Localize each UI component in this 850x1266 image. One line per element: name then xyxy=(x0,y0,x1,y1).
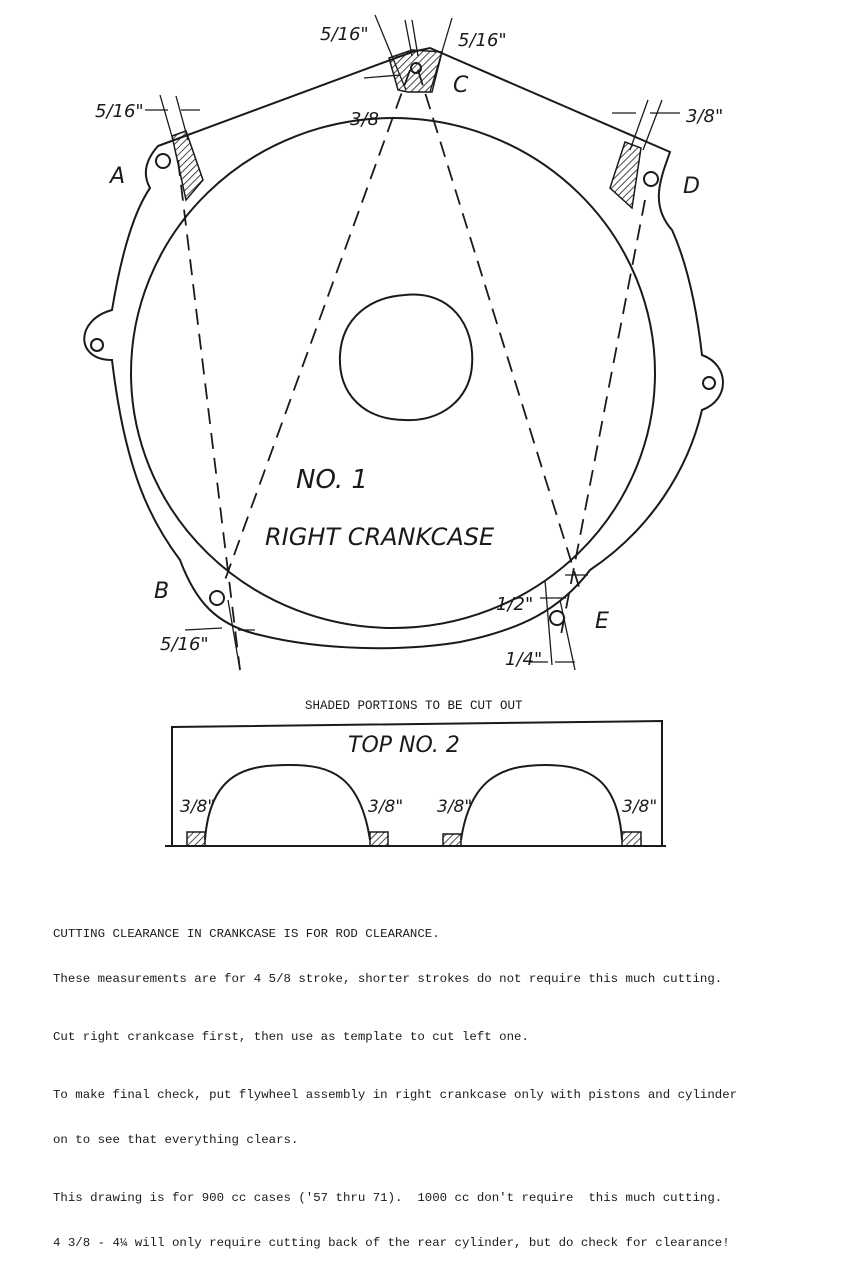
cut-area-top-2 xyxy=(370,832,388,846)
dim-top-3: 3/8" xyxy=(437,797,473,817)
point-label-d: D xyxy=(683,174,700,199)
note-line: To make final check, put flywheel assembly in right crankcase only with pistons and cylinder xyxy=(53,1088,738,1102)
cut-area-top-1 xyxy=(187,832,205,846)
point-label-a: A xyxy=(110,164,126,189)
note-line: on to see that everything clears. xyxy=(53,1133,299,1147)
bolt-hole-e xyxy=(550,611,564,625)
point-label-b: B xyxy=(154,579,170,604)
bolt-hole-b xyxy=(210,591,224,605)
diagram1-title: NO. 1 xyxy=(296,465,368,495)
note-line: This drawing is for 900 cc cases ('57 thru 71). 1000 cc don't require this much cutting. xyxy=(53,1191,723,1205)
shaded-caption: SHADED PORTIONS TO BE CUT OUT xyxy=(305,699,523,713)
dim-c-below: 3/8 xyxy=(350,109,379,130)
cut-area-top-4 xyxy=(622,832,641,846)
dim-top-2: 3/8" xyxy=(368,797,404,817)
point-label-c: C xyxy=(453,73,469,98)
bolt-hole-a xyxy=(156,154,170,168)
dim-e-lower: 1/4" xyxy=(505,649,543,670)
note-heading: CUTTING CLEARANCE IN CRANKCASE IS FOR ROD CLEARANCE. xyxy=(53,927,440,941)
center-bore xyxy=(340,295,472,421)
diagram2-labels xyxy=(180,733,657,817)
dim-b-below: 5/16" xyxy=(160,634,209,655)
note-line: These measurements are for 4 5/8 stroke, shorter strokes do not require this much cutting. xyxy=(53,972,723,986)
dim-top-1: 3/8" xyxy=(180,797,216,817)
cut-area-d xyxy=(610,142,641,208)
diagram1-subtitle: RIGHT CRANKCASE xyxy=(265,523,495,551)
dim-top-4: 3/8" xyxy=(622,797,658,817)
cylinder-arch-front xyxy=(205,765,370,840)
dimension-lines xyxy=(145,15,680,670)
dim-e-upper: 1/2" xyxy=(496,594,534,615)
diagram1-labels xyxy=(95,24,723,670)
cut-area-a xyxy=(172,131,203,200)
dim-d-right: 3/8" xyxy=(686,106,724,127)
note-line: 4 3/8 - 4¼ will only require cutting back of the rear cylinder, but do check for clearance! xyxy=(53,1236,730,1250)
diagram2-title: TOP NO. 2 xyxy=(348,733,460,758)
instruction-notes xyxy=(53,897,843,1266)
bolt-hole-right-lug xyxy=(703,377,715,389)
note-line: Cut right crankcase first, then use as template to cut left one. xyxy=(53,1030,529,1044)
cut-area-c xyxy=(389,50,442,92)
bolt-hole-d xyxy=(644,172,658,186)
dim-a-left: 5/16" xyxy=(95,101,144,122)
dim-c-left: 5/16" xyxy=(320,24,369,45)
dim-c-right: 5/16" xyxy=(458,30,507,51)
point-label-e: E xyxy=(595,609,609,634)
bolt-hole-left-lug xyxy=(91,339,103,351)
cut-area-top-3 xyxy=(443,834,461,846)
cylinder-arch-rear xyxy=(461,765,622,840)
